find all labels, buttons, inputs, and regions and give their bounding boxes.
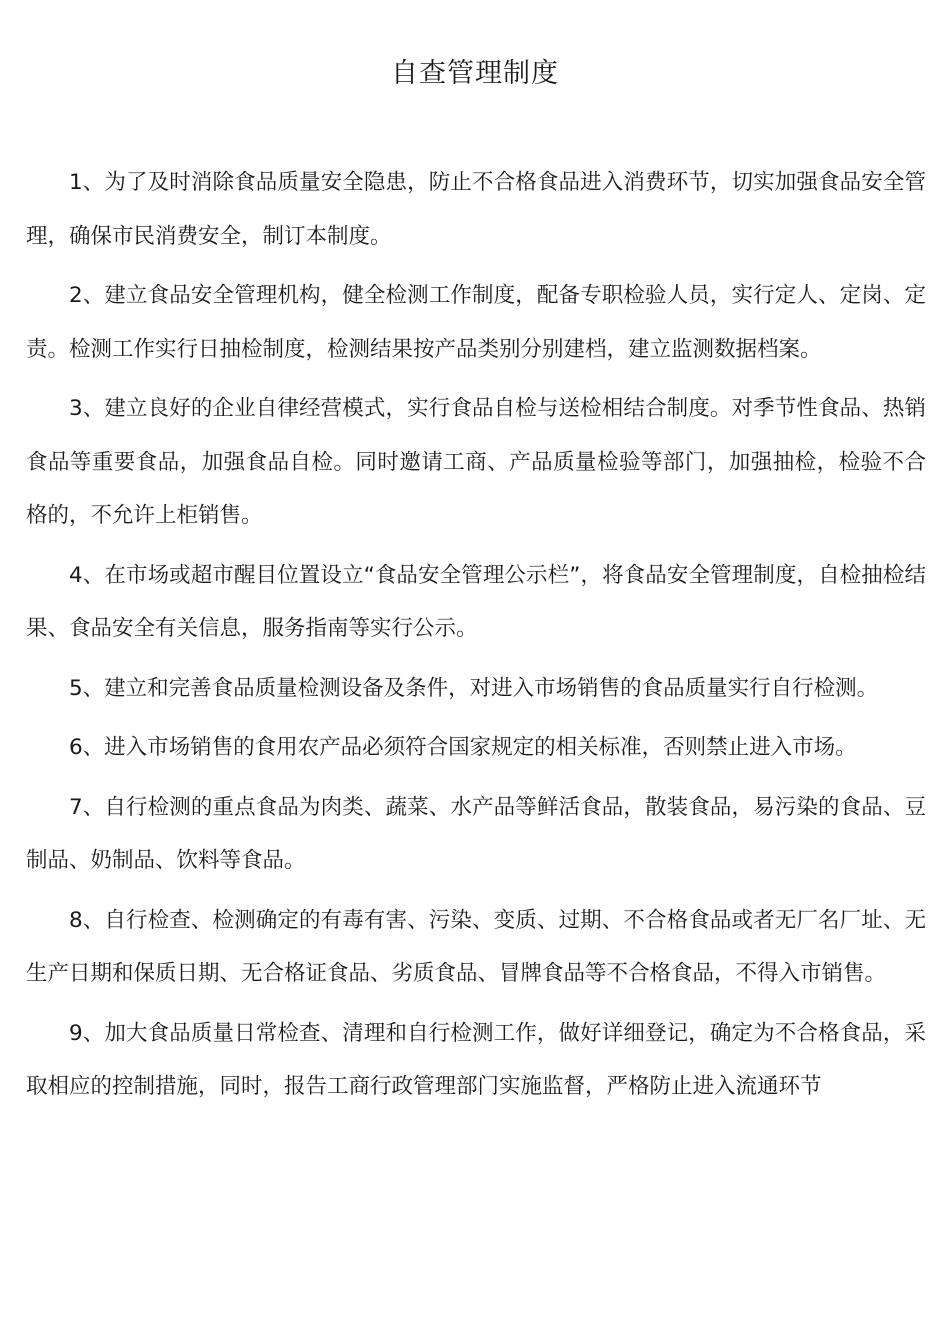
document-body — [26, 156, 926, 1120]
paragraph-4: 4、在市场或超市醒目位置设立“食品安全管理公示栏”，将食品安全管理制度，自检抽检结果、食品安全有关信息，服务指南等实行公示。 — [26, 562, 926, 641]
document-title: 自查管理制度 — [391, 58, 559, 89]
paragraph-9: 9、加大食品质量日常检查、清理和自行检测工作，做好详细登记，确定为不合格食品，采取相应的控制措施，同时，报告工商行政管理部门实施监督，严格防止进入流通环节 — [26, 1020, 926, 1099]
paragraph-3: 3、建立良好的企业自律经营模式，实行食品自检与送检相结合制度。对季节性食品、热销食品等重要食品，加强食品自检。同时邀请工商、产品质量检验等部门，加强抽检，检验不合格的，不允许上柜销售。 — [26, 396, 926, 528]
paragraph-7: 7、自行检测的重点食品为肉类、蔬菜、水产品等鲜活食品，散装食品，易污染的食品、豆制品、奶制品、饮料等食品。 — [26, 794, 926, 873]
paragraph-1: 1、为了及时消除食品质量安全隐患，防止不合格食品进入消费环节，切实加强食品安全管理，确保市民消费安全，制订本制度。 — [26, 170, 926, 249]
paragraph-2: 2、建立食品安全管理机构，健全检测工作制度，配备专职检验人员，实行定人、定岗、定责。检测工作实行日抽检制度，检测结果按产品类别分别建档，建立监测数据档案。 — [26, 283, 926, 362]
paragraph-5: 5、建立和完善食品质量检测设备及条件，对进入市场销售的食品质量实行自行检测。 — [69, 675, 879, 701]
paragraph-6: 6、进入市场销售的食用农产品必须符合国家规定的相关标准，否则禁止进入市场。 — [69, 735, 857, 760]
paragraph-8: 8、自行检查、检测确定的有毒有害、污染、变质、过期、不合格食品或者无厂名厂址、无生产日期和保质日期、无合格证食品、劣质食品、冒牌食品等不合格食品，不得入市销售。 — [26, 907, 926, 986]
